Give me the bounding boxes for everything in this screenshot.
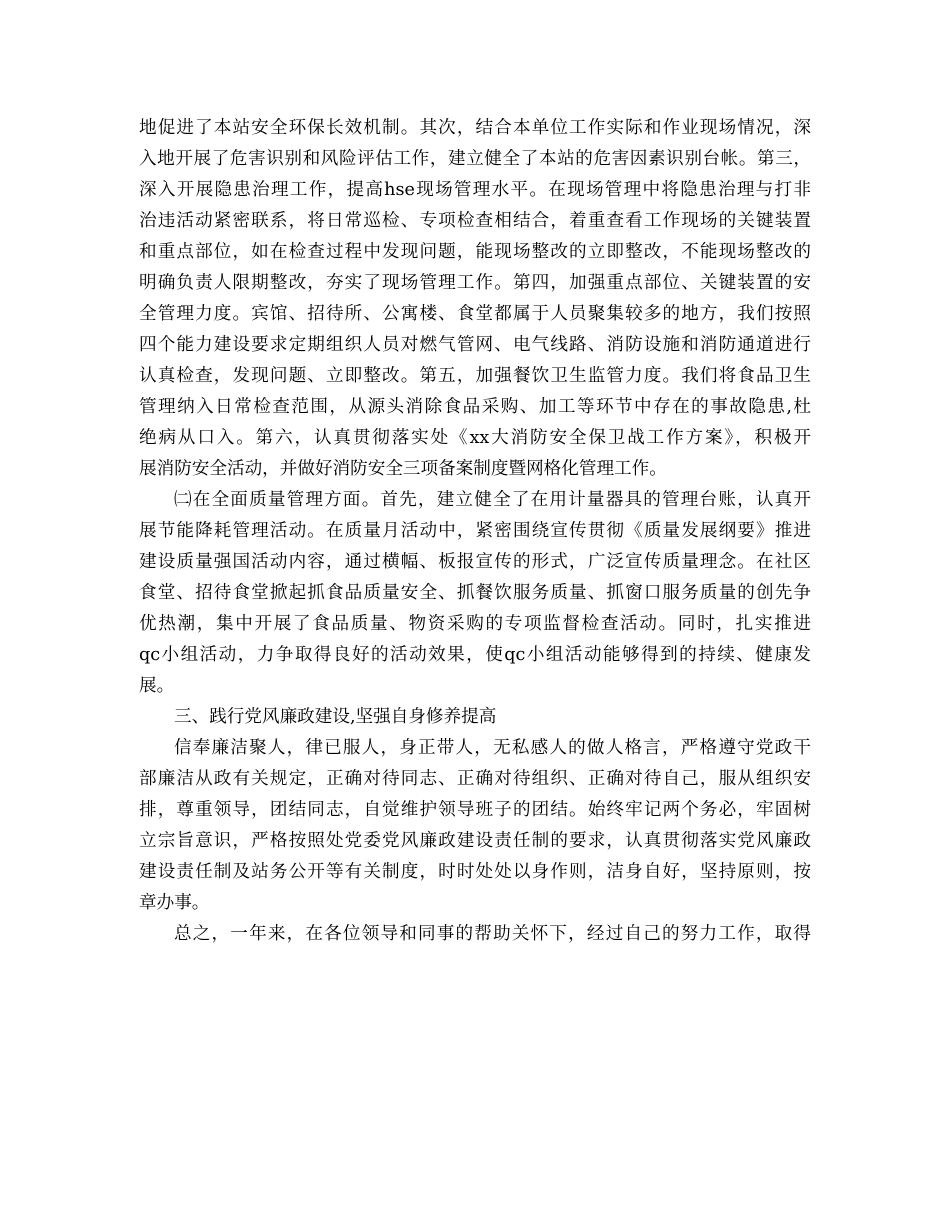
paragraph-line: 四个能力建设要求定期组织人员对燃气管网、电气线路、消防设施和消防通道进行	[139, 335, 811, 355]
paragraph-line: 明确负责人限期整改，夯实了现场管理工作。第四，加强重点部位、关键装置的安	[139, 273, 811, 293]
section-heading: 三、践行党风廉政建设,坚强自身修养提高	[174, 707, 497, 727]
paragraph-line: 深入开展隐患治理工作，提高hse现场管理水平。在现场管理中将隐患治理与打非	[139, 180, 811, 200]
paragraph-line: 绝病从口入。第六，认真贯彻落实处《xx大消防安全保卫战工作方案》，积极开	[139, 428, 811, 448]
paragraph-line: 章办事。	[139, 893, 210, 913]
paragraph-line: 食堂、招待食堂掀起抓食品质量安全、抓餐饮服务质量、抓窗口服务质量的创先争	[139, 583, 811, 603]
paragraph-first-line: 总之，一年来，在各位领导和同事的帮助关怀下，经过自己的努力工作，取得	[174, 924, 811, 944]
paragraph-line: 和重点部位，如在检查过程中发现问题，能现场整改的立即整改，不能现场整改的	[139, 242, 811, 262]
paragraph-line: 部廉洁从政有关规定，正确对待同志、正确对待组织、正确对待自己，服从组织安	[139, 769, 811, 789]
paragraph-line: 建设质量强国活动内容，通过横幅、板报宣传的形式，广泛宣传质量理念。在社区	[139, 552, 811, 572]
paragraph-line: 展消防安全活动，并做好消防安全三项备案制度暨网格化管理工作。	[139, 459, 667, 479]
paragraph-line: 排，尊重领导，团结同志，自觉维护领导班子的团结。始终牢记两个务必，牢固树	[139, 800, 811, 820]
paragraph-line: 地促进了本站安全环保长效机制。其次，结合本单位工作实际和作业现场情况，深	[139, 118, 811, 138]
paragraph-line: 展节能降耗管理活动。在质量月活动中，紧密围绕宣传贯彻《质量发展纲要》推进	[139, 521, 811, 541]
paragraph-first-line: ㈡在全面质量管理方面。首先，建立健全了在用计量器具的管理台账，认真开	[174, 490, 811, 510]
paragraph-line: 认真检查，发现问题、立即整改。第五，加强餐饮卫生监管力度。我们将食品卫生	[139, 366, 811, 386]
paragraph-first-line: 信奉廉洁聚人，律已服人，身正带人，无私感人的做人格言，严格遵守党政干	[174, 738, 811, 758]
paragraph-line: 优热潮，集中开展了食品质量、物资采购的专项监督检查活动。同时，扎实推进	[139, 614, 811, 634]
paragraph-line: 入地开展了危害识别和风险评估工作，建立健全了本站的危害因素识别台帐。第三，	[139, 149, 811, 169]
paragraph-line: 建设责任制及站务公开等有关制度，时时处处以身作则，洁身自好，坚持原则，按	[139, 862, 811, 882]
paragraph-line: 全管理力度。宾馆、招待所、公寓楼、食堂都属于人员聚集较多的地方，我们按照	[139, 304, 811, 324]
paragraph-line: 管理纳入日常检查范围，从源头消除食品采购、加工等环节中存在的事故隐患,杜	[139, 397, 811, 417]
paragraph-line: 治违活动紧密联系，将日常巡检、专项检查相结合，着重查看工作现场的关键装置	[139, 211, 811, 231]
paragraph-line: 立宗旨意识，严格按照处党委党风廉政建设责任制的要求，认真贯彻落实党风廉政	[139, 831, 811, 851]
paragraph-line: qc小组活动，力争取得良好的活动效果，使qc小组活动能够得到的持续、健康发	[139, 645, 811, 665]
paragraph-line: 展。	[139, 676, 175, 696]
